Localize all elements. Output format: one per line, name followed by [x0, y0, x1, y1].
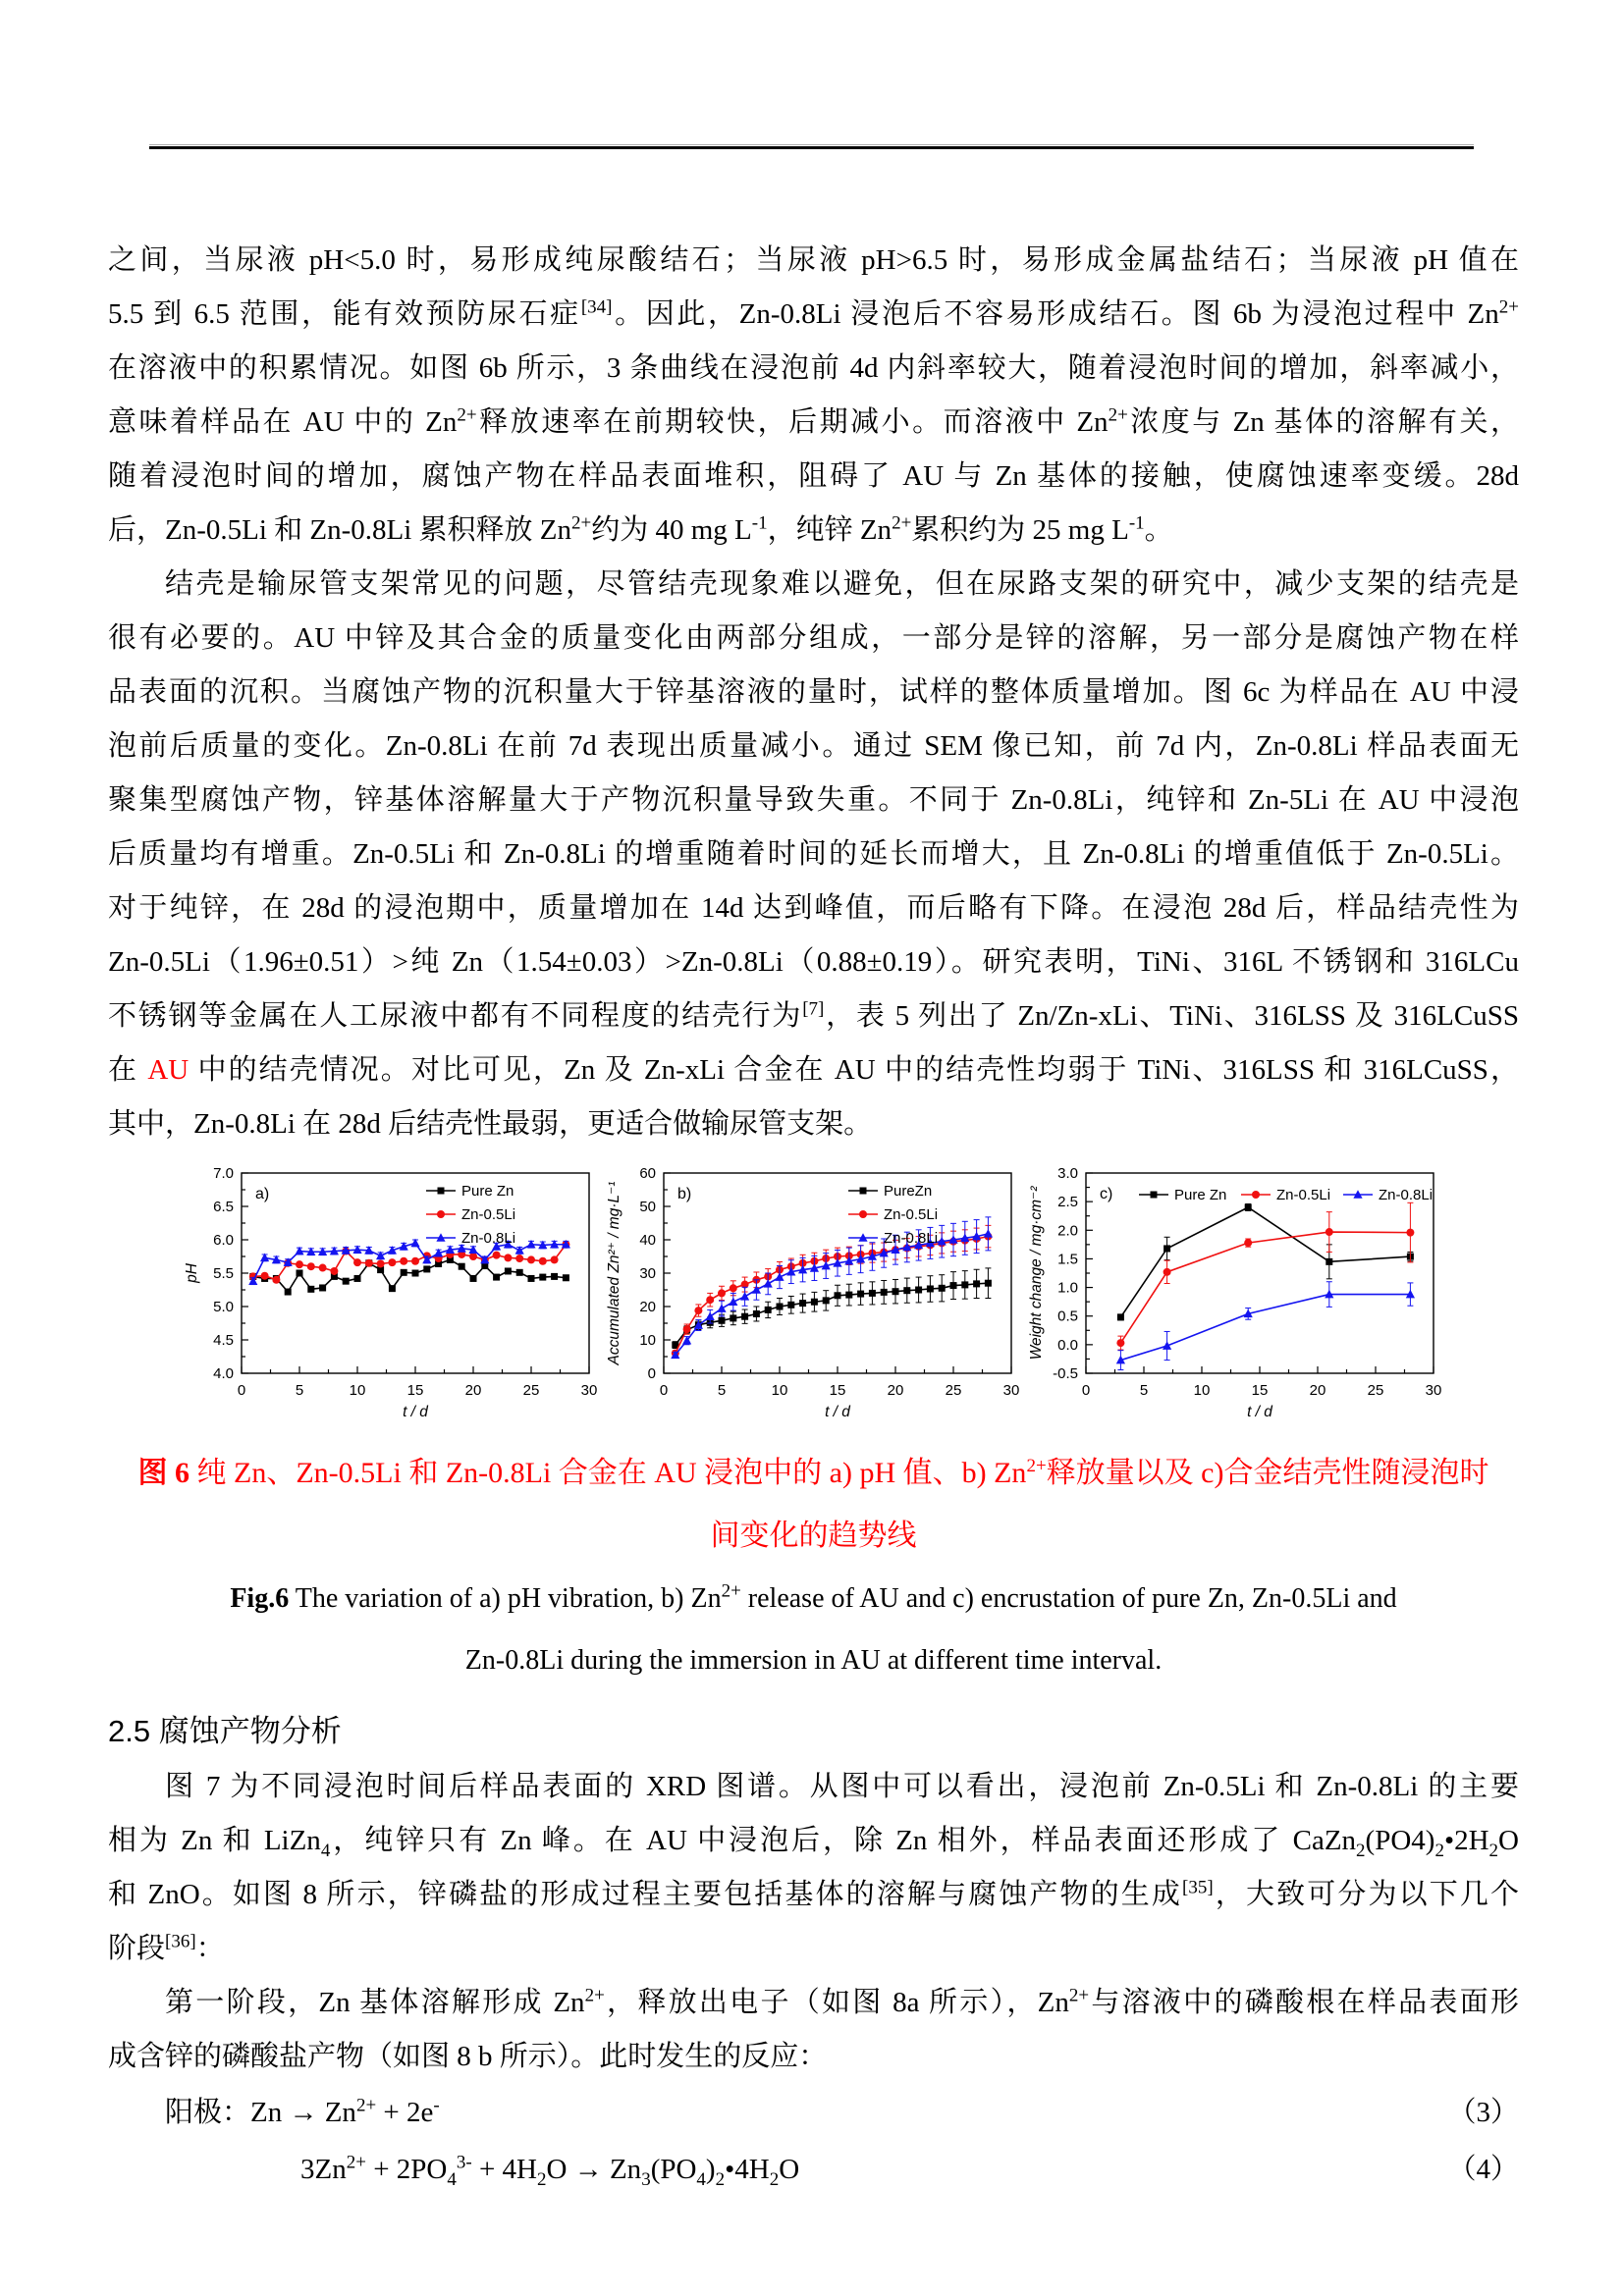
svg-text:Zn-0.5Li: Zn-0.5Li [461, 1206, 516, 1223]
svg-text:5: 5 [717, 1382, 727, 1399]
caption-line: Fig.6 The variation of a) pH vibration, b) $Zn^{2+}$ release of AU and c) encrustation of pure Zn, Zn-0.5Li and [230, 1580, 1397, 1614]
text-line: 结壳是输尿管支架常见的问题，尽管结壳现象难以避免，但在尿路支架的研究中，减少支架的结壳是 [165, 568, 1519, 600]
text-line: 聚集型腐蚀产物，锌基体溶解量大于产物沉积量导致失重。不同于 Zn-0.8Li，纯锌和 Zn-5Li 在 AU 中浸泡 [108, 784, 1519, 816]
svg-text:25: 25 [522, 1382, 540, 1399]
caption-line: 图 6 纯 Zn、Zn-0.5Li 和 Zn-0.8Li 合金在 AU 浸泡中的 a) pH 值、b) $Zn^{2+}$释放量以及 c)合金结壳性随浸泡时 [137, 1456, 1489, 1489]
paragraph-1 [108, 234, 1519, 558]
svg-text:5.5: 5.5 [213, 1265, 234, 1282]
svg-text:10: 10 [771, 1382, 788, 1399]
equation-number: （4） [1447, 2154, 1519, 2185]
svg-text:5.0: 5.0 [213, 1299, 234, 1315]
svg-text:40: 40 [639, 1232, 656, 1249]
svg-text:Zn-0.8Li: Zn-0.8Li [1379, 1187, 1434, 1203]
text-line: 在 AU 中的结壳情况。对比可见，Zn 及 Zn-xLi 合金在 AU 中的结壳性均弱于 TiNi、316LSS 和 316LCuSS， [108, 1054, 1519, 1086]
svg-text:Zn-0.8Li: Zn-0.8Li [884, 1230, 939, 1247]
text-line: 后质量均有增重。Zn-0.5Li 和 Zn-0.8Li 的增重随着时间的延长而增大，且 Zn-0.8Li 的增重值低于 Zn-0.5Li。 [108, 838, 1519, 870]
caption-line: 间变化的趋势线 [710, 1520, 917, 1552]
text-line: 第一阶段，Zn 基体溶解形成 $Zn^{2+}$，释放出电子（如图 8a 所示），$Zn^{2+}$与溶液中的磷酸根在样品表面形 [165, 1985, 1519, 2018]
svg-text:6.5: 6.5 [213, 1199, 234, 1215]
svg-text:0: 0 [237, 1382, 246, 1399]
chart-a-ph [179, 1161, 601, 1428]
header-rule-thin [149, 144, 1474, 145]
text-line: 随着浸泡时间的增加，腐蚀产物在样品表面堆积，阻碍了 AU 与 Zn 基体的接触，使腐蚀速率变缓。28d [108, 460, 1519, 492]
svg-text:Zn-0.8Li: Zn-0.8Li [461, 1230, 516, 1247]
svg-text:pH: pH [184, 1263, 200, 1283]
svg-text:30: 30 [639, 1265, 656, 1282]
svg-text:30: 30 [580, 1382, 598, 1399]
text-line: 和 ZnO。如图 8 所示，锌磷盐的形成过程主要包括基体的溶解与腐蚀产物的生成[35]，大致可分为以下几个 [108, 1877, 1519, 1910]
series-zn-0-5li [1116, 1202, 1414, 1350]
text-line: 阶段[36]： [108, 1931, 225, 1964]
svg-text:15: 15 [829, 1382, 846, 1399]
svg-text:0.5: 0.5 [1057, 1308, 1078, 1325]
svg-text:30: 30 [1425, 1382, 1442, 1399]
paragraph-2 [108, 558, 1519, 1151]
svg-text:4.0: 4.0 [213, 1365, 234, 1382]
svg-text:0.0: 0.0 [1057, 1336, 1078, 1354]
equation-number: （3） [1447, 2097, 1519, 2128]
svg-text:Accumulated Zn²⁺ / mg·L⁻¹: Accumulated Zn²⁺ / mg·L⁻¹ [606, 1181, 622, 1365]
page-content [108, 234, 1519, 2198]
svg-text:0: 0 [1081, 1382, 1091, 1399]
svg-text:c): c) [1100, 1186, 1113, 1202]
svg-text:15: 15 [406, 1382, 424, 1399]
svg-text:6.0: 6.0 [213, 1232, 234, 1249]
series-pure-zn [1117, 1203, 1414, 1320]
svg-text:20: 20 [639, 1299, 656, 1315]
svg-text:Pure Zn: Pure Zn [461, 1183, 514, 1200]
paragraph-4 [108, 1976, 1519, 2084]
equation-4 [108, 2141, 1519, 2198]
svg-text:60: 60 [639, 1165, 656, 1182]
svg-text:b): b) [677, 1186, 692, 1202]
text-line: 5.5 到 6.5 范围，能有效预防尿石症[34]。因此，Zn-0.8Li 浸泡后不容易形成结石。图 6b 为浸泡过程中 $Zn^{2+}$ [108, 296, 1519, 330]
svg-text:5: 5 [1139, 1382, 1149, 1399]
text-line: 相为 Zn 和 LiZn$_4$，纯锌只有 Zn 峰。在 AU 中浸泡后，除 Zn 相外，样品表面还形成了 $CaZn_2(PO4)_2•2H_2O$ [108, 1825, 1519, 1861]
svg-text:2.0: 2.0 [1057, 1222, 1078, 1240]
svg-text:4.5: 4.5 [213, 1332, 234, 1349]
text-line: 之间，当尿液 pH<5.0 时，易形成纯尿酸结石；当尿液 pH>6.5 时，易形成金属盐结石；当尿液 pH 值在 [108, 244, 1519, 276]
chart-c-weight-change [1023, 1161, 1445, 1428]
series-zn-0-8li [1116, 1282, 1415, 1370]
svg-text:0: 0 [659, 1382, 669, 1399]
svg-text:-0.5: -0.5 [1053, 1365, 1078, 1382]
paragraph-3 [108, 1760, 1519, 1976]
text-line: 后，Zn-0.5Li 和 Zn-0.8Li 累积释放 $Zn^{2+}$约为 40 mg $L^{-1}$，纯锌 $Zn^{2+}$累积约为 25 mg $L^{-1}$。 [108, 512, 1173, 546]
text-line: 不锈钢等金属在人工尿液中都有不同程度的结壳行为[7]，表 5 列出了 Zn/Zn-xLi、TiNi、316LSS 及 316LCuSS [108, 998, 1519, 1032]
svg-text:1.0: 1.0 [1057, 1279, 1078, 1297]
text-line: 在溶液中的积累情况。如图 6b 所示，3 条曲线在浸泡前 4d 内斜率较大，随着浸泡时间的增加，斜率减小， [108, 352, 1519, 384]
equation-3 [108, 2084, 1519, 2141]
text-line: 很有必要的。AU 中锌及其合金的质量变化由两部分组成，一部分是锌的溶解，另一部分是腐蚀产物在样 [108, 622, 1519, 654]
svg-text:Weight change / mg·cm⁻²: Weight change / mg·cm⁻² [1028, 1186, 1045, 1361]
svg-text:5: 5 [295, 1382, 304, 1399]
caption-line: Zn-0.8Li during the immersion in AU at different time interval. [464, 1645, 1163, 1676]
text-line: 意味着样品在 AU 中的 $Zn^{2+}$释放速率在前期较快，后期减小。而溶液中 $Zn^{2+}$浓度与 Zn 基体的溶解有关， [108, 404, 1520, 438]
svg-text:20: 20 [464, 1382, 482, 1399]
svg-text:t / d: t / d [825, 1404, 850, 1420]
figure-caption-en [108, 1568, 1519, 1691]
svg-text:50: 50 [639, 1199, 656, 1215]
svg-text:Pure Zn: Pure Zn [1174, 1187, 1227, 1203]
equation-expression: $3Zn^{2+} + 2PO_4^{3-} + 4H_2O$ → $Zn_3(PO_4)_2•4H_2O$ [300, 2152, 800, 2190]
chart-b-zn-release [601, 1161, 1023, 1428]
svg-text:30: 30 [1002, 1382, 1020, 1399]
svg-text:3.0: 3.0 [1057, 1165, 1078, 1182]
svg-text:25: 25 [945, 1382, 962, 1399]
header-rule-thick [149, 146, 1474, 149]
svg-text:0: 0 [647, 1365, 656, 1382]
svg-text:a): a) [255, 1186, 270, 1202]
text-line: 泡前后质量的变化。Zn-0.8Li 在前 7d 表现出质量减小。通过 SEM 像已知，前 7d 内，Zn-0.8Li 样品表面无 [108, 730, 1519, 762]
text-line: 成含锌的磷酸盐产物（如图 8 b 所示）。此时发生的反应： [108, 2041, 828, 2072]
section-heading: 2.5 腐蚀产物分析 [108, 1714, 342, 1748]
text-line: 对于纯锌，在 28d 的浸泡期中，质量增加在 14d 达到峰值，而后略有下降。在浸泡 28d 后，样品结壳性为 [108, 892, 1519, 924]
svg-text:Zn-0.5Li: Zn-0.5Li [1276, 1187, 1331, 1203]
svg-text:1.5: 1.5 [1057, 1251, 1078, 1268]
svg-text:t / d: t / d [403, 1404, 428, 1420]
svg-text:7.0: 7.0 [213, 1165, 234, 1182]
text-line: 其中，Zn-0.8Li 在 28d 后结壳性最弱，更适合做输尿管支架。 [108, 1108, 873, 1140]
svg-text:20: 20 [887, 1382, 904, 1399]
text-line: 品表面的沉积。当腐蚀产物的沉积量大于锌基溶液的量时，试样的整体质量增加。图 6c 为样品在 AU 中浸 [108, 676, 1519, 708]
figure-6 [179, 1161, 1455, 1428]
equation-expression: 阳极：$Zn \to Zn^{2+} + 2e^-$ [165, 2095, 440, 2128]
svg-text:PureZn: PureZn [884, 1183, 933, 1200]
header-rule [149, 144, 1474, 149]
figure-caption-zh [108, 1442, 1519, 1568]
svg-text:25: 25 [1367, 1382, 1384, 1399]
text-line: Zn-0.5Li（1.96±0.51）>纯 Zn（1.54±0.03）>Zn-0.8Li（0.88±0.19）。研究表明，TiNi、316L 不锈钢和 316LCu [108, 946, 1519, 978]
svg-text:t / d: t / d [1247, 1404, 1272, 1420]
svg-text:10: 10 [639, 1332, 656, 1349]
text-line: 图 7 为不同浸泡时间后样品表面的 XRD 图谱。从图中可以看出，浸泡前 Zn-0.5Li 和 Zn-0.8Li 的主要 [165, 1771, 1519, 1802]
svg-text:10: 10 [1193, 1382, 1211, 1399]
svg-text:Zn-0.5Li: Zn-0.5Li [884, 1206, 939, 1223]
svg-text:20: 20 [1309, 1382, 1326, 1399]
svg-text:2.5: 2.5 [1057, 1194, 1078, 1211]
svg-text:15: 15 [1251, 1382, 1269, 1399]
svg-text:10: 10 [349, 1382, 366, 1399]
